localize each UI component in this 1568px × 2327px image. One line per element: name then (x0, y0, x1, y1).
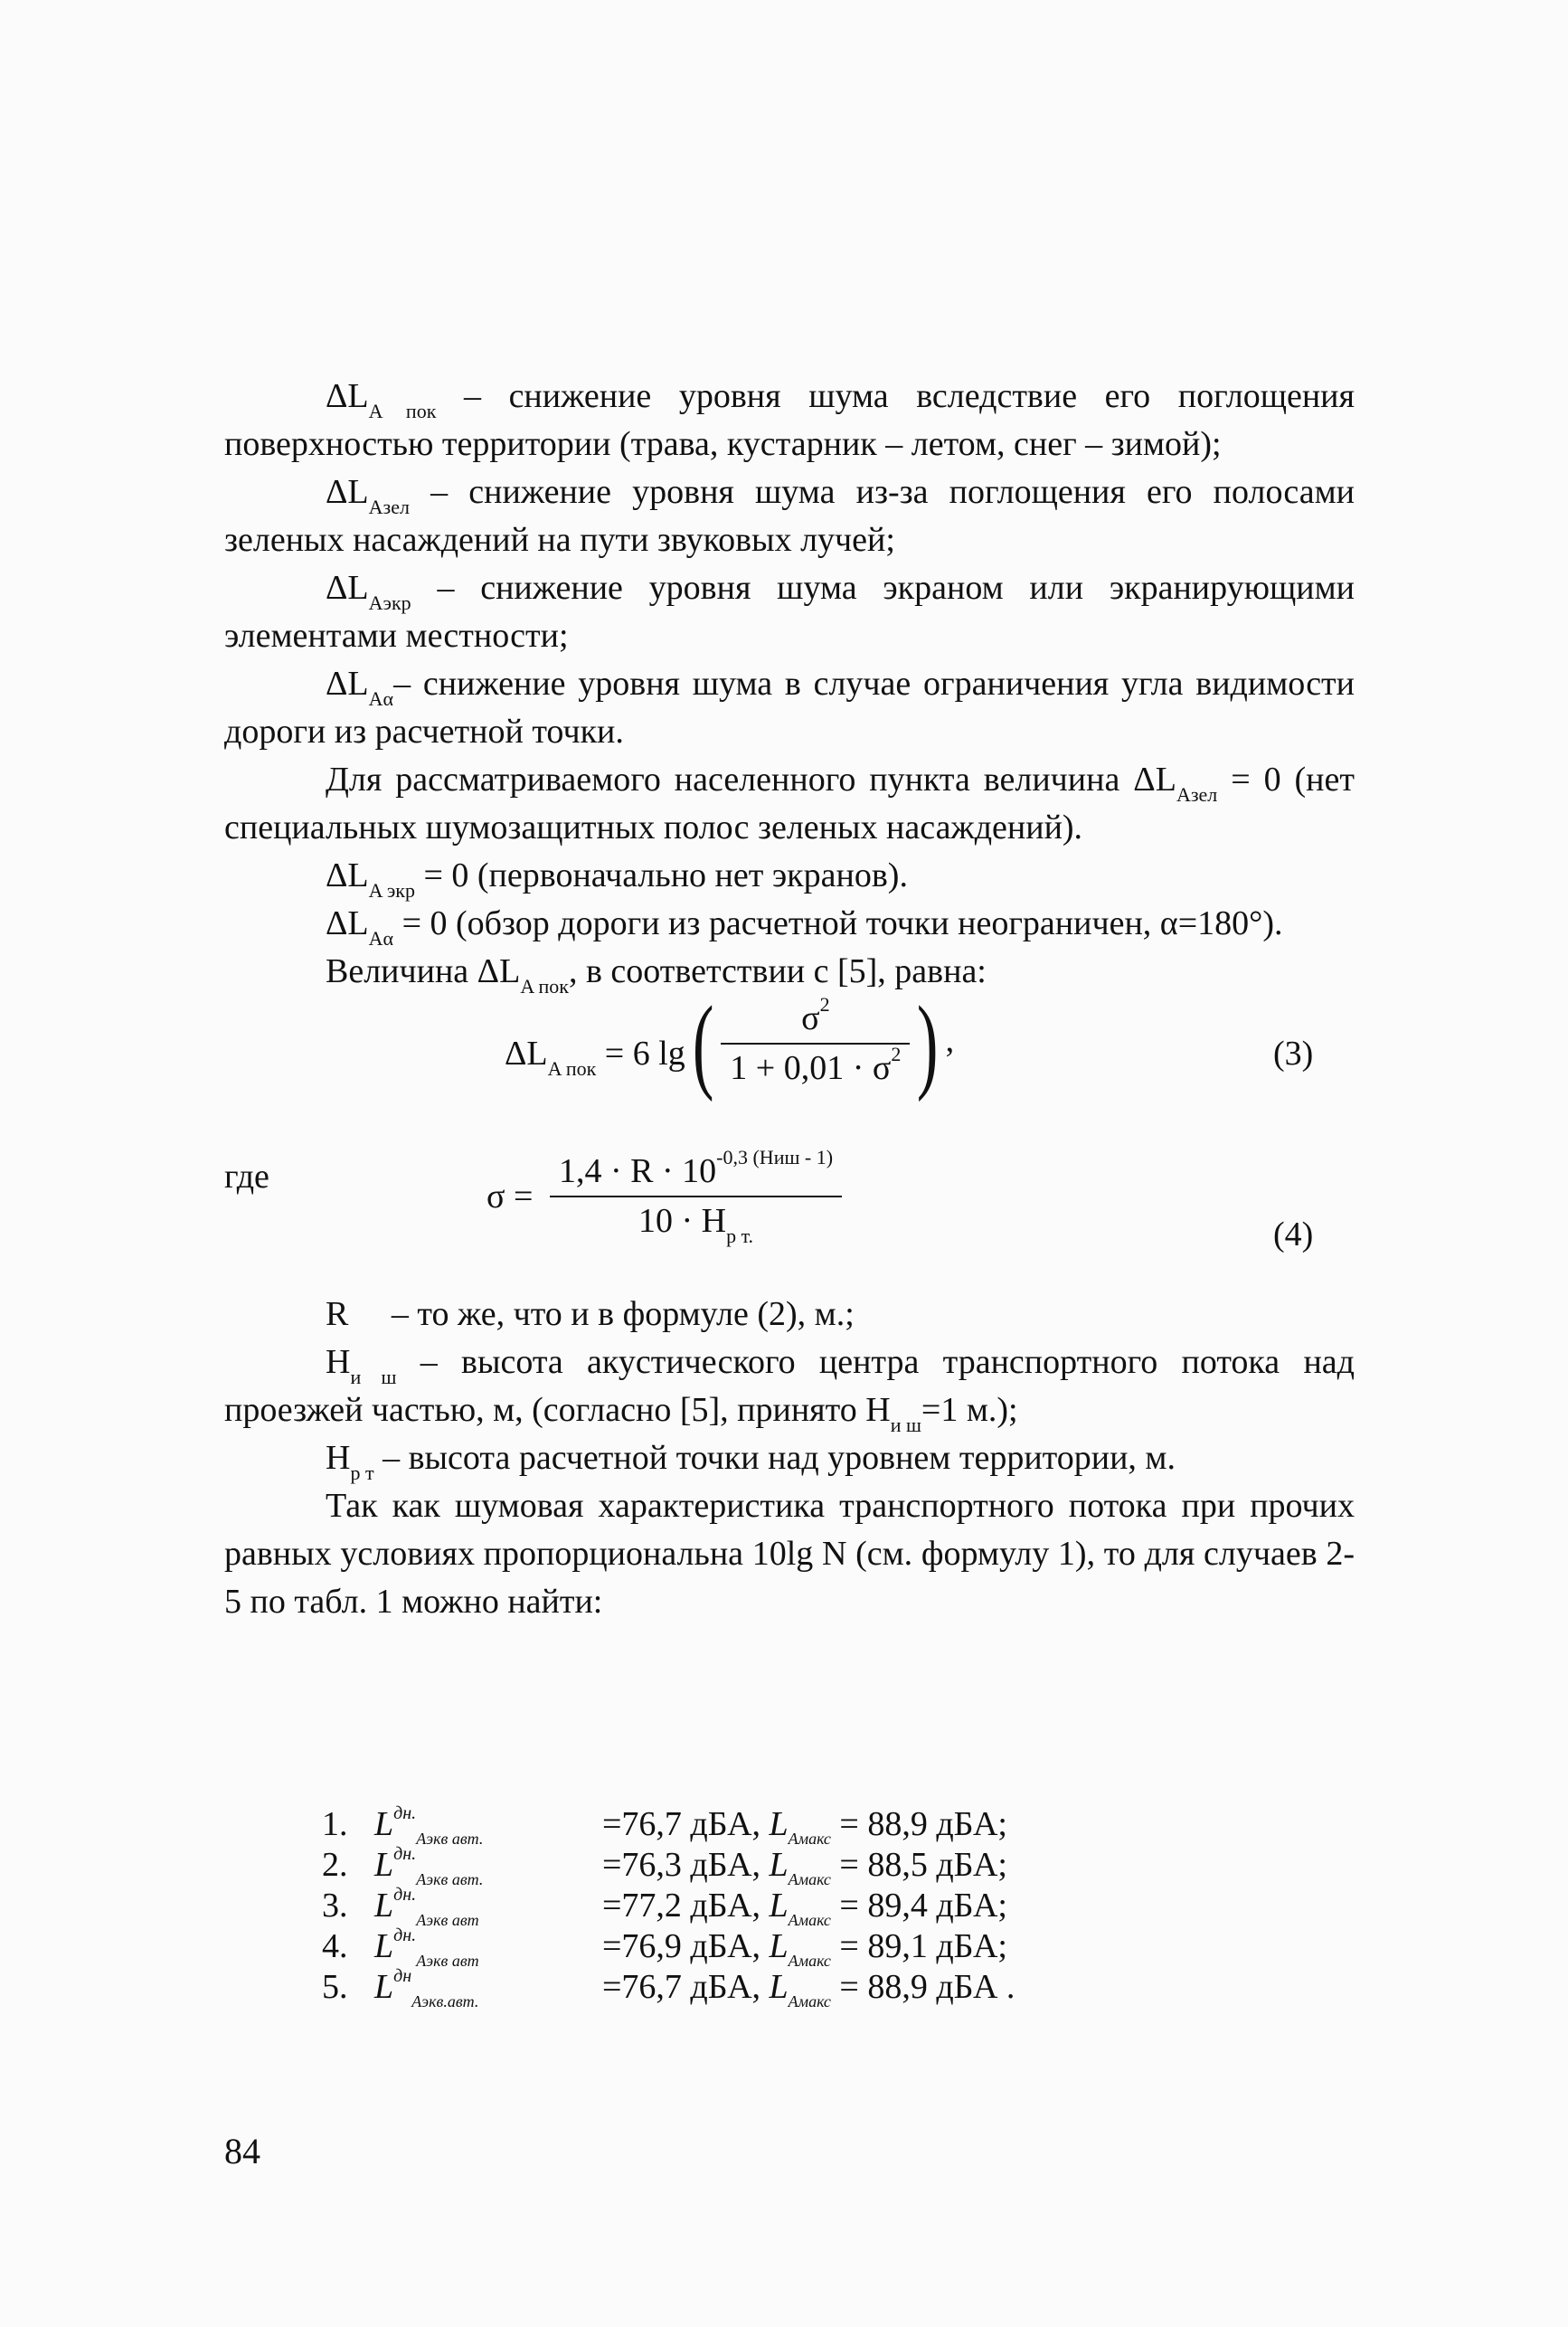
var-h-rt: $H_{р т}$ – высота расчетной точки над уровнем территории, м. (326, 1439, 1176, 1485)
var-r: R – то же, что и в формуле (2), м.; (326, 1295, 855, 1333)
formula-3 (224, 984, 1355, 1131)
closing-paragraph: Так как шумовая характеристика транспортного потока при прочих равных условиях пропорциональна 10lg N (см. формулу 1), то для случаев 2-5 по табл. 1 можно найти: (224, 1487, 1355, 1621)
alpha-paragraph: $\Delta L_{A\alpha} = 0$ (обзор дороги из расчетной точки неограничен, α=180°). (326, 904, 1283, 951)
formula-4-number: (4) (1273, 1216, 1314, 1253)
def-paragraph: $\Delta L_{A пок}$ – снижение уровня шума вследствие его поглощения поверхностью территории (трава, кустарник – летом, снег – зимой); (224, 377, 1355, 463)
formula-3-number: (3) (1273, 1035, 1314, 1073)
formula-3-fraction: ( $\frac{\sigma^2}{1 + 0,01 \cdot \sigma^2}$ ) , (692, 984, 955, 1102)
def-paragraph: $\Delta L_{Aзел}$ – снижение уровня шума из-за поглощения его полосами зеленых насаждений на пути звуковых лучей; (224, 473, 1355, 559)
def-paragraph: $\Delta L_{Aэкр}$ – снижение уровня шума экраном или экранирующими элементами местности; (224, 569, 1355, 655)
page-number: 84 (224, 2131, 260, 2171)
formula-4-fraction: $\frac{1,4 \cdot R \cdot 10^{-0,3 (Hиш - 1)}}{10 \cdot H_{р т.}}$ (550, 1148, 842, 1245)
formula-4-lhs: σ = (486, 1178, 534, 1216)
value-intro: Величина $\Delta L_{A пок}$, в соответствии с [5], равна: (326, 952, 987, 998)
green-zone-paragraph: Для рассматриваемого населенного пункта величина $\Delta L_{Aзел} = 0$ (нет специальных шумозащитных полос зеленых насаждений). (224, 761, 1355, 847)
where-label: где (224, 1158, 269, 1196)
def-paragraph: $\Delta L_{A\alpha}-$ снижение уровня шума в случае ограничения угла видимости дороги из расчетной точки. (224, 665, 1355, 751)
formula-4 (224, 1137, 1355, 1291)
var-h-ish: $H_{и ш}$ – высота акустического центра транспортного потока над проезжей частью, м, (согласно [5], принято $H_{и ш}=1$ м.); (224, 1343, 1355, 1437)
screen-paragraph: $\Delta L_{A экр} = 0$ (первоначально нет экранов). (326, 856, 908, 903)
formula-3-lhs: $\Delta L_{A пок} = 6$ lg (505, 1035, 685, 1081)
page-body (224, 373, 1355, 1626)
